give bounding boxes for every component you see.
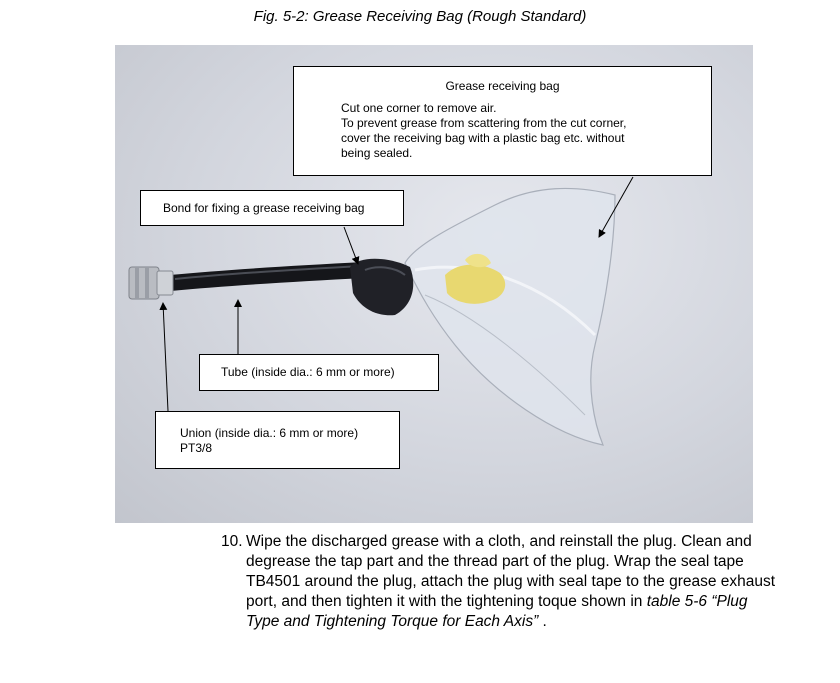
bag-callout-line: Cut one corner to remove air.: [341, 101, 497, 115]
bag-arrow: [599, 177, 633, 237]
step-end: .: [538, 613, 547, 630]
bag-callout-line: being sealed.: [341, 146, 413, 160]
bond-arrow: [344, 227, 358, 264]
bag-callout-line: cover the receiving bag with a plastic bag etc. without: [341, 131, 625, 145]
union-callout-line2: PT3/8: [180, 441, 213, 455]
step-body: Wipe the discharged grease with a cloth, and reinstall the plug. Clean and degrease the tap part and the thread part of the plug. Wrap the seal tape TB4501 around the plug, attach the plug with seal tape to the grease exhaust port, and then tighten it with the tightening toque shown in: [246, 533, 776, 610]
step-10: [221, 532, 781, 632]
union-callout-line1: Union (inside dia.: 6 mm or more): [180, 426, 359, 440]
bag-callout-title: Grease receiving bag: [445, 79, 560, 93]
tube-callout-label: Tube (inside dia.: 6 mm or more): [221, 365, 395, 379]
figure-caption: Fig. 5-2: Grease Receiving Bag (Rough Standard): [253, 8, 587, 25]
step-number: 10.: [221, 533, 243, 550]
table-reference: table 5-6: [646, 593, 708, 610]
bag-callout-line: To prevent grease from scattering from the cut corner,: [341, 116, 627, 130]
union-arrow: [163, 303, 168, 411]
table-reference-title: “Plug Type and Tightening Torque for Each Axis”: [246, 593, 748, 630]
step-text: [246, 532, 781, 632]
bond-callout-label: Bond for fixing a grease receiving bag: [163, 201, 365, 215]
